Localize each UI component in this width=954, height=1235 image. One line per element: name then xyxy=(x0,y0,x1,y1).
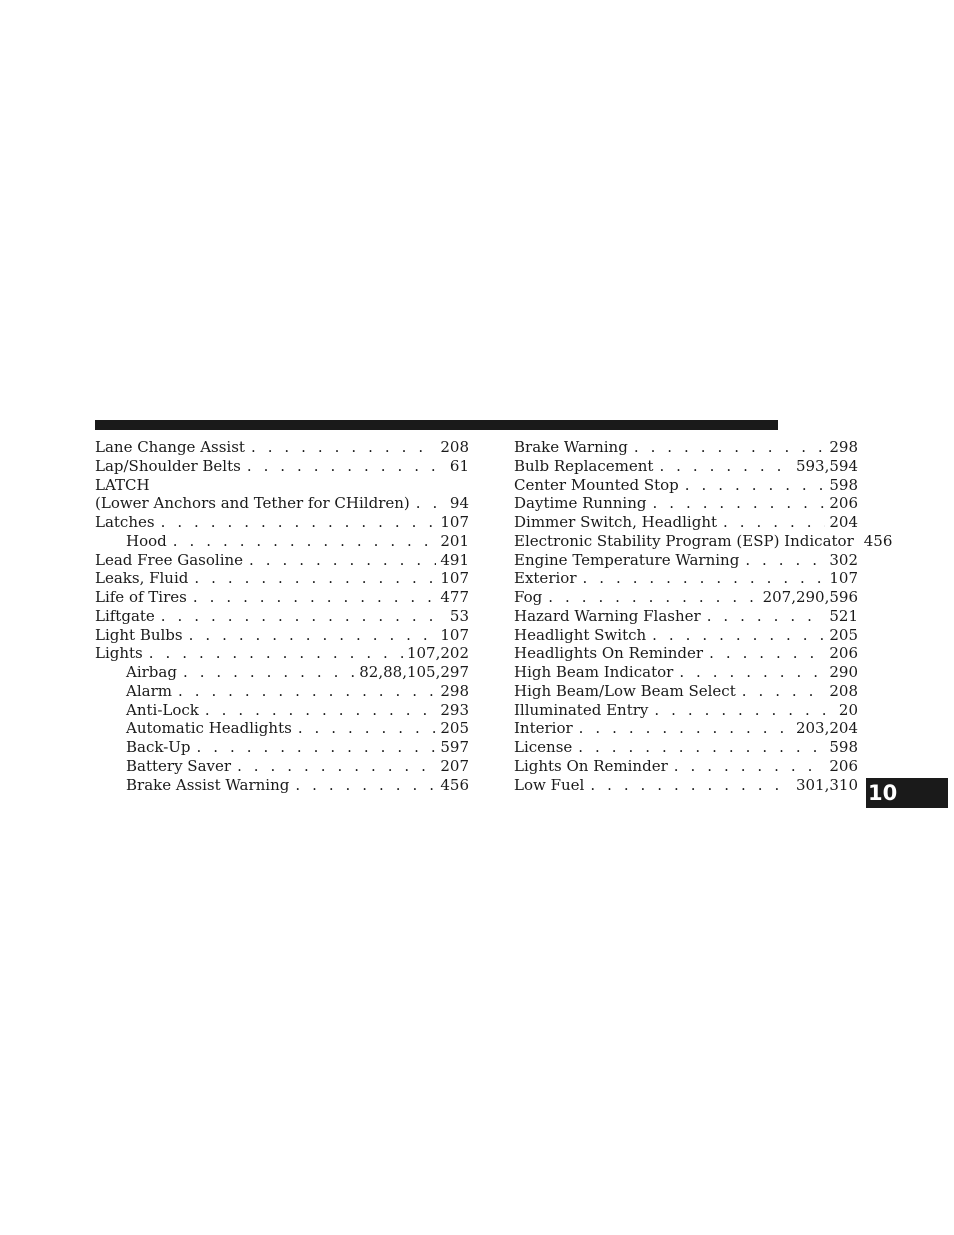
page-reference: 205 xyxy=(440,719,469,738)
page-reference: 53 xyxy=(449,606,469,625)
index-entry xyxy=(514,569,858,588)
dot-leader xyxy=(590,776,792,795)
index-entry xyxy=(95,551,469,570)
page-reference: 203,204 xyxy=(795,719,858,738)
index-entry xyxy=(514,626,858,645)
index-column-right xyxy=(514,438,893,794)
page-reference: 293 xyxy=(440,700,469,719)
index-term: Headlight Switch xyxy=(514,625,647,644)
section-divider-bar xyxy=(95,420,778,430)
dot-leader xyxy=(295,776,436,795)
index-entry xyxy=(95,438,469,457)
index-term: License xyxy=(514,738,573,756)
index-term: Daytime Running xyxy=(514,494,647,513)
page-reference: 107,202 xyxy=(406,644,469,663)
dot-leader xyxy=(178,682,436,701)
page-reference: 207,290,596 xyxy=(762,588,858,606)
index-column-left xyxy=(95,438,469,794)
index-entry xyxy=(514,513,858,532)
page-reference: 207 xyxy=(440,756,469,775)
dot-leader xyxy=(149,644,403,663)
index-term: Anti-Lock xyxy=(126,700,199,719)
page-reference: 206 xyxy=(829,756,858,775)
page-reference: 598 xyxy=(829,475,858,494)
page-reference: 456 xyxy=(440,775,469,794)
index-term: Automatic Headlights xyxy=(126,719,292,738)
page-reference: 298 xyxy=(440,681,469,700)
index-entry xyxy=(514,644,858,663)
dot-leader xyxy=(161,513,437,532)
index-entry xyxy=(514,757,858,776)
index-entry xyxy=(514,776,858,795)
page-reference: 107 xyxy=(440,513,469,531)
index-entry xyxy=(514,663,858,682)
dot-leader xyxy=(634,438,826,457)
page-reference: 298 xyxy=(829,438,858,456)
index-term: (Lower Anchors and Tether for CHildren) xyxy=(95,494,410,513)
page-reference: 456 xyxy=(863,531,893,550)
index-entry xyxy=(95,607,469,626)
index-subentry xyxy=(95,701,469,720)
index-term: Back-Up xyxy=(126,738,191,756)
dot-leader xyxy=(723,513,825,532)
dot-leader xyxy=(745,551,825,570)
section-tab-badge: 10 xyxy=(866,778,948,808)
index-entry xyxy=(95,476,469,495)
index-subentry xyxy=(95,757,469,776)
page-reference: 61 xyxy=(449,456,469,475)
index-subentry xyxy=(95,663,469,682)
page-reference: 20 xyxy=(838,700,858,719)
dot-leader xyxy=(579,719,792,738)
index-term: High Beam/Low Beam Select xyxy=(514,681,736,700)
page-reference: 593,594 xyxy=(795,456,858,475)
index-term: Lane Change Assist xyxy=(95,438,245,456)
index-entry xyxy=(514,682,858,701)
page-reference: 201 xyxy=(440,531,469,550)
dot-leader xyxy=(685,476,826,495)
dot-leader xyxy=(707,607,826,626)
page-reference: 302 xyxy=(829,550,858,569)
index-entry xyxy=(95,513,469,532)
page-reference: 301,310 xyxy=(795,775,858,794)
index-term: Illuminated Entry xyxy=(514,700,649,719)
index-entry xyxy=(95,569,469,588)
dot-leader xyxy=(582,569,825,588)
index-entry xyxy=(514,438,858,457)
index-term: Lights On Reminder xyxy=(514,756,668,775)
page-reference: 290 xyxy=(829,663,858,681)
index-term: Liftgate xyxy=(95,606,155,625)
dot-leader xyxy=(194,569,436,588)
page-reference: 82,88,105,297 xyxy=(359,663,469,681)
index-subentry xyxy=(95,738,469,757)
dot-leader xyxy=(247,457,446,476)
index-term: Fog xyxy=(514,588,543,606)
dot-leader xyxy=(197,738,437,757)
dot-leader xyxy=(742,682,826,701)
index-entry xyxy=(514,738,858,757)
index-entry xyxy=(514,531,893,551)
index-entry xyxy=(95,457,469,476)
page-reference: 208 xyxy=(440,438,469,456)
index-entry xyxy=(514,494,858,513)
index-term: Life of Tires xyxy=(95,588,187,606)
page-reference: 208 xyxy=(829,681,858,700)
index-term: Brake Assist Warning xyxy=(126,775,290,794)
dot-leader xyxy=(298,719,437,738)
index-term: Latches xyxy=(95,513,155,531)
dot-leader xyxy=(205,701,436,720)
index-term: Dimmer Switch, Headlight xyxy=(514,513,718,531)
dot-leader xyxy=(679,663,825,682)
dot-leader xyxy=(173,532,437,551)
index-entry xyxy=(514,719,858,738)
dot-leader xyxy=(709,644,825,663)
index-term: Exterior xyxy=(514,569,577,588)
index-term: Lead Free Gasoline xyxy=(95,550,244,569)
page-reference: 107 xyxy=(829,569,858,588)
index-entry xyxy=(95,494,469,513)
index-term: Airbag xyxy=(126,663,177,681)
dot-leader xyxy=(674,757,826,776)
page-reference: 107 xyxy=(440,569,469,588)
index-subentry xyxy=(95,682,469,701)
dot-leader xyxy=(652,626,825,645)
index-subentry xyxy=(95,776,469,795)
index-term: Hood xyxy=(126,531,167,550)
index-term: Alarm xyxy=(126,681,172,700)
page-reference: 491 xyxy=(440,550,469,569)
dot-leader xyxy=(416,494,446,513)
index-entry xyxy=(514,476,858,495)
index-term: LATCH xyxy=(95,475,150,494)
index-term: Engine Temperature Warning xyxy=(514,550,740,569)
index-entry xyxy=(514,551,858,570)
index-entry xyxy=(514,457,858,476)
dot-leader xyxy=(652,494,825,513)
index-term: Low Fuel xyxy=(514,775,585,794)
dot-leader xyxy=(251,438,436,457)
index-term: Bulb Replacement xyxy=(514,456,654,475)
index-term: Battery Saver xyxy=(126,756,232,775)
index-term: Leaks, Fluid xyxy=(95,569,189,588)
index-term: Lap/Shoulder Belts xyxy=(95,456,241,475)
index-term: Electronic Stability Program (ESP) Indicator xyxy=(514,531,854,550)
index-term: Interior xyxy=(514,719,573,738)
index-term: Light Bulbs xyxy=(95,625,183,644)
index-term: Center Mounted Stop xyxy=(514,475,679,494)
index-term: High Beam Indicator xyxy=(514,663,674,681)
index-term: Headlights On Reminder xyxy=(514,644,704,663)
page-reference: 598 xyxy=(829,738,858,756)
index-term: Brake Warning xyxy=(514,438,628,456)
page-reference: 94 xyxy=(449,494,469,513)
page-reference: 206 xyxy=(829,494,858,513)
page-reference: 206 xyxy=(829,644,858,663)
index-entry xyxy=(514,588,858,607)
dot-leader xyxy=(654,701,835,720)
page-reference: 477 xyxy=(440,588,469,606)
dot-leader xyxy=(183,663,355,682)
dot-leader xyxy=(548,588,758,607)
index-subentry xyxy=(95,532,469,551)
index-entry xyxy=(514,701,858,720)
dot-leader xyxy=(249,551,436,570)
dot-leader xyxy=(578,738,825,757)
page-reference: 521 xyxy=(829,606,858,625)
index-term: Lights xyxy=(95,644,143,663)
index-term: Hazard Warning Flasher xyxy=(514,606,701,625)
index-entry xyxy=(514,607,858,626)
dot-leader xyxy=(161,607,446,626)
page-reference: 204 xyxy=(829,513,858,531)
page-reference: 205 xyxy=(829,625,858,644)
page-reference: 107 xyxy=(440,625,469,644)
dot-leader xyxy=(237,757,436,776)
index-entry xyxy=(95,588,469,607)
dot-leader xyxy=(659,457,792,476)
dot-leader xyxy=(193,588,437,607)
index-entry xyxy=(95,626,469,645)
index-subentry xyxy=(95,719,469,738)
dot-leader xyxy=(189,626,437,645)
page-reference: 597 xyxy=(440,738,469,756)
index-entry xyxy=(95,644,469,663)
